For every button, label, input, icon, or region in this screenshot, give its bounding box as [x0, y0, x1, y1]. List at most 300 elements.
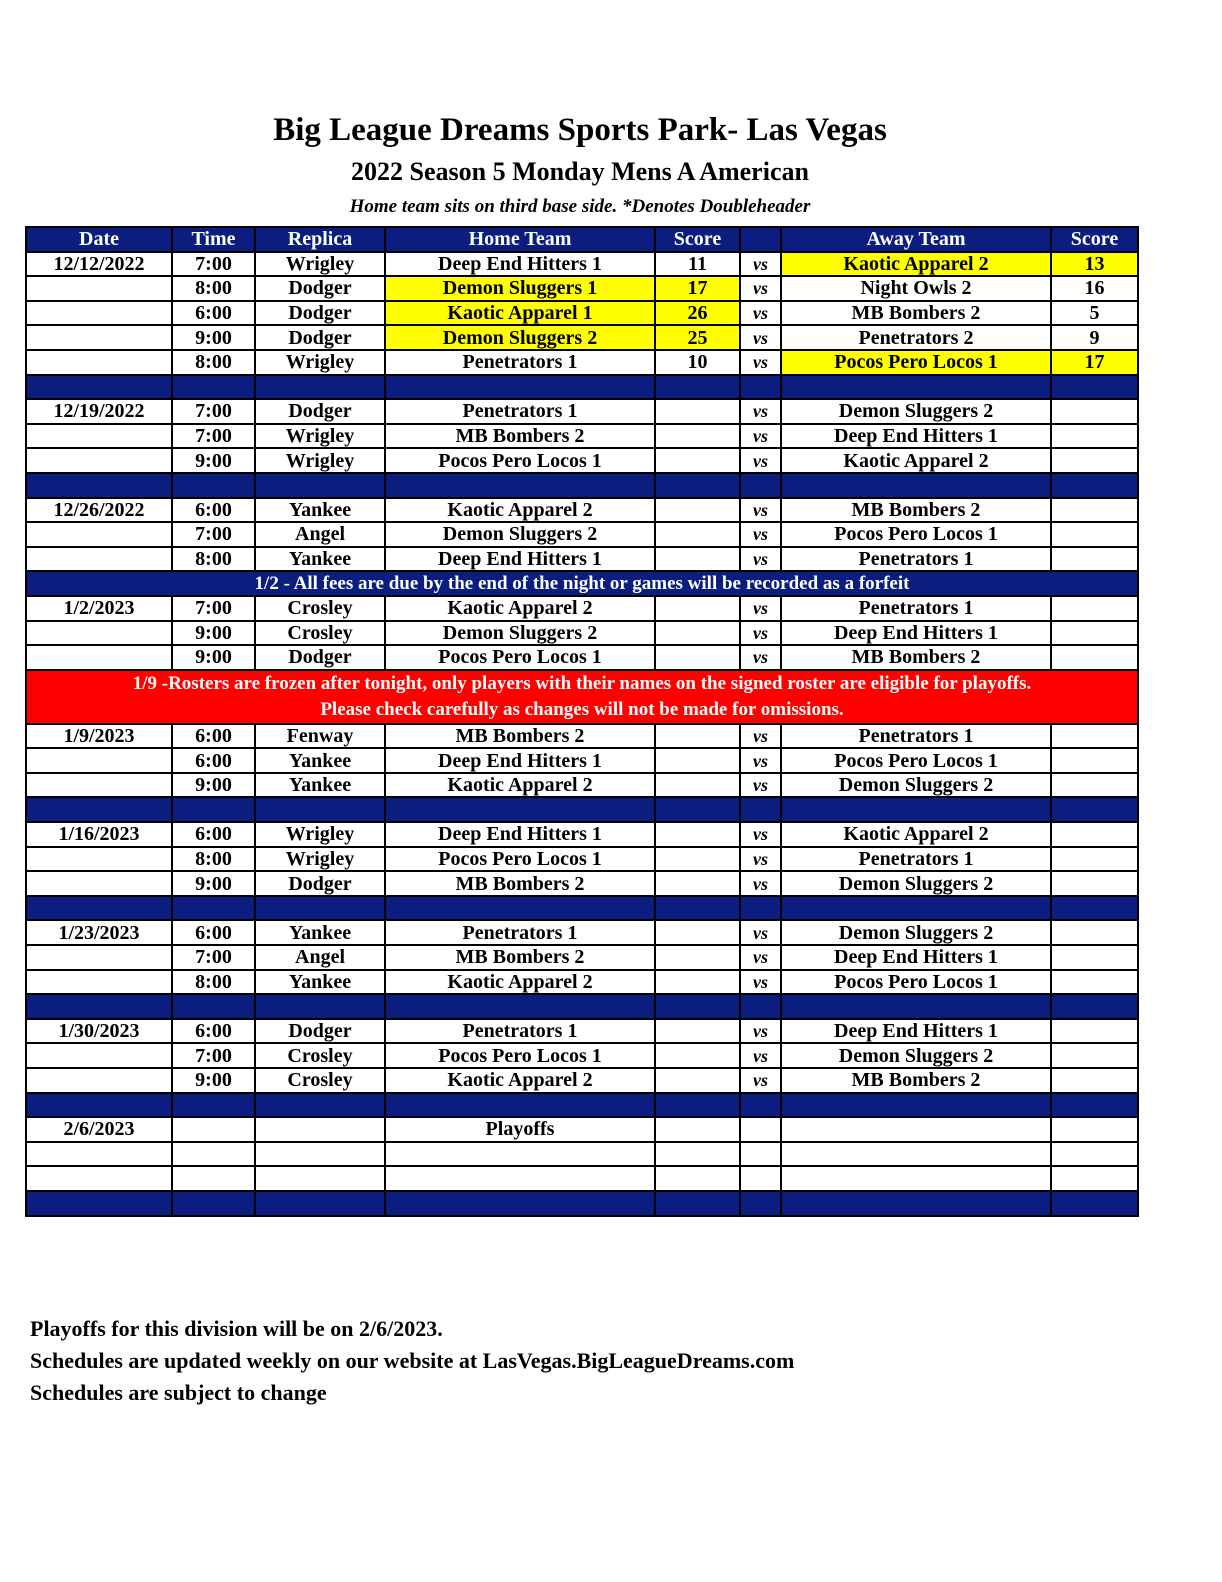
game-replica: Yankee — [255, 920, 385, 945]
game-row — [26, 970, 1138, 995]
away-score: 9 — [1051, 325, 1138, 350]
vs-label: vs — [740, 920, 781, 945]
home-team: MB Bombers 2 — [385, 871, 655, 896]
game-date — [26, 1043, 172, 1068]
home-team: Deep End Hitters 1 — [385, 252, 655, 277]
home-team: Penetrators 1 — [385, 399, 655, 424]
away-score — [1051, 1117, 1138, 1142]
game-date: 1/2/2023 — [26, 596, 172, 621]
home-score — [655, 645, 740, 670]
game-row — [26, 847, 1138, 872]
game-date — [26, 970, 172, 995]
game-replica: Wrigley — [255, 847, 385, 872]
game-replica: Crosley — [255, 1043, 385, 1068]
game-time: 9:00 — [172, 1068, 255, 1093]
home-score — [655, 847, 740, 872]
home-team: Kaotic Apparel 1 — [385, 301, 655, 326]
game-row — [26, 448, 1138, 473]
game-replica: Dodger — [255, 399, 385, 424]
game-row — [26, 920, 1138, 945]
away-team: MB Bombers 2 — [781, 1068, 1051, 1093]
home-score — [655, 399, 740, 424]
away-score: 13 — [1051, 252, 1138, 277]
away-score — [1051, 822, 1138, 847]
home-score: 17 — [655, 276, 740, 301]
away-score — [1051, 724, 1138, 749]
game-row — [26, 1117, 1138, 1142]
away-team: Pocos Pero Locos 1 — [781, 970, 1051, 995]
away-score: 17 — [1051, 350, 1138, 375]
vs-label: vs — [740, 301, 781, 326]
header-vs — [740, 227, 781, 252]
game-replica: Yankee — [255, 773, 385, 798]
home-score: 26 — [655, 301, 740, 326]
roster-alert-line: Please check carefully as changes will not be made for omissions. — [320, 698, 844, 720]
game-row — [26, 645, 1138, 670]
game-row — [26, 325, 1138, 350]
away-team — [781, 1166, 1051, 1191]
game-replica: Dodger — [255, 325, 385, 350]
schedule-table — [25, 226, 1139, 1217]
away-team: Pocos Pero Locos 1 — [781, 350, 1051, 375]
away-score — [1051, 970, 1138, 995]
away-score — [1051, 547, 1138, 572]
separator-cell — [26, 1191, 172, 1216]
fee-notice: 1/2 - All fees are due by the end of the night or games will be recorded as a forfeit — [26, 571, 1138, 596]
game-replica: Fenway — [255, 724, 385, 749]
game-replica: Yankee — [255, 748, 385, 773]
away-score — [1051, 621, 1138, 646]
away-team — [781, 1142, 1051, 1167]
separator-cell — [172, 994, 255, 1019]
away-score — [1051, 1166, 1138, 1191]
separator-cell — [255, 375, 385, 400]
home-team: Demon Sluggers 2 — [385, 325, 655, 350]
separator-cell — [781, 1093, 1051, 1118]
game-date — [26, 645, 172, 670]
game-row — [26, 945, 1138, 970]
game-time: 7:00 — [172, 399, 255, 424]
game-time: 8:00 — [172, 547, 255, 572]
footer-playoffs-note: Playoffs for this division will be on 2/6/2023. — [30, 1316, 443, 1341]
away-score — [1051, 1142, 1138, 1167]
away-score — [1051, 645, 1138, 670]
game-date: 12/12/2022 — [26, 252, 172, 277]
separator-cell — [740, 797, 781, 822]
vs-label — [740, 1142, 781, 1167]
vs-label: vs — [740, 773, 781, 798]
game-replica: Yankee — [255, 547, 385, 572]
game-time: 6:00 — [172, 498, 255, 523]
game-replica: Crosley — [255, 1068, 385, 1093]
vs-label: vs — [740, 945, 781, 970]
game-replica: Dodger — [255, 645, 385, 670]
separator-cell — [172, 1191, 255, 1216]
game-row — [26, 1019, 1138, 1044]
game-replica — [255, 1117, 385, 1142]
separator-cell — [172, 1093, 255, 1118]
alert-row — [26, 670, 1138, 724]
home-team: Kaotic Apparel 2 — [385, 1068, 655, 1093]
game-time: 6:00 — [172, 724, 255, 749]
game-row — [26, 522, 1138, 547]
separator-cell — [781, 1191, 1051, 1216]
separator-cell — [655, 473, 740, 498]
game-replica: Yankee — [255, 970, 385, 995]
home-score — [655, 945, 740, 970]
game-replica: Yankee — [255, 498, 385, 523]
vs-label: vs — [740, 822, 781, 847]
separator-cell — [172, 896, 255, 921]
vs-label: vs — [740, 498, 781, 523]
away-team: Deep End Hitters 1 — [781, 1019, 1051, 1044]
header-date: Date — [26, 227, 172, 252]
vs-label: vs — [740, 1068, 781, 1093]
game-time: 7:00 — [172, 252, 255, 277]
home-team: Kaotic Apparel 2 — [385, 970, 655, 995]
home-team: MB Bombers 2 — [385, 424, 655, 449]
home-team: Kaotic Apparel 2 — [385, 773, 655, 798]
home-score — [655, 1117, 740, 1142]
game-row — [26, 724, 1138, 749]
away-score — [1051, 596, 1138, 621]
separator-cell — [385, 896, 655, 921]
game-date: 1/23/2023 — [26, 920, 172, 945]
home-team — [385, 1142, 655, 1167]
separator-cell — [655, 896, 740, 921]
home-score — [655, 871, 740, 896]
away-score — [1051, 498, 1138, 523]
separator-cell — [781, 473, 1051, 498]
home-team — [385, 1166, 655, 1191]
away-team: Kaotic Apparel 2 — [781, 448, 1051, 473]
game-time: 6:00 — [172, 1019, 255, 1044]
game-row — [26, 301, 1138, 326]
home-score — [655, 547, 740, 572]
game-time: 6:00 — [172, 748, 255, 773]
home-team: Deep End Hitters 1 — [385, 547, 655, 572]
separator-cell — [1051, 1191, 1138, 1216]
home-score — [655, 1019, 740, 1044]
game-row — [26, 621, 1138, 646]
vs-label: vs — [740, 350, 781, 375]
away-team: Demon Sluggers 2 — [781, 399, 1051, 424]
separator-cell — [255, 994, 385, 1019]
separator-cell — [655, 375, 740, 400]
separator-cell — [385, 1093, 655, 1118]
separator-cell — [1051, 994, 1138, 1019]
home-score — [655, 596, 740, 621]
away-team: MB Bombers 2 — [781, 645, 1051, 670]
game-row — [26, 1068, 1138, 1093]
home-score — [655, 522, 740, 547]
game-date — [26, 350, 172, 375]
game-replica — [255, 1166, 385, 1191]
game-row — [26, 252, 1138, 277]
home-score: 25 — [655, 325, 740, 350]
game-time: 9:00 — [172, 871, 255, 896]
game-replica: Wrigley — [255, 252, 385, 277]
header-home-score: Score — [655, 227, 740, 252]
home-team: Demon Sluggers 1 — [385, 276, 655, 301]
header-replica: Replica — [255, 227, 385, 252]
separator-cell — [740, 994, 781, 1019]
home-score — [655, 1043, 740, 1068]
game-date — [26, 522, 172, 547]
home-score — [655, 621, 740, 646]
game-time: 9:00 — [172, 448, 255, 473]
away-team: Demon Sluggers 2 — [781, 920, 1051, 945]
away-team: Kaotic Apparel 2 — [781, 822, 1051, 847]
home-team: Penetrators 1 — [385, 1019, 655, 1044]
home-score — [655, 970, 740, 995]
header-away-team: Away Team — [781, 227, 1051, 252]
game-time: 6:00 — [172, 822, 255, 847]
vs-label: vs — [740, 871, 781, 896]
game-date — [26, 773, 172, 798]
notice-row — [26, 571, 1138, 596]
away-team — [781, 1117, 1051, 1142]
game-time: 6:00 — [172, 301, 255, 326]
home-score — [655, 724, 740, 749]
roster-alert — [26, 670, 1138, 724]
away-score — [1051, 1019, 1138, 1044]
separator-cell — [172, 375, 255, 400]
game-replica: Angel — [255, 522, 385, 547]
vs-label: vs — [740, 276, 781, 301]
game-row — [26, 547, 1138, 572]
game-date: 2/6/2023 — [26, 1117, 172, 1142]
vs-label: vs — [740, 847, 781, 872]
separator-cell — [255, 896, 385, 921]
game-row — [26, 1142, 1138, 1167]
vs-label — [740, 1117, 781, 1142]
separator-cell — [1051, 473, 1138, 498]
game-time: 7:00 — [172, 424, 255, 449]
away-score — [1051, 399, 1138, 424]
home-team: Deep End Hitters 1 — [385, 748, 655, 773]
game-time — [172, 1142, 255, 1167]
away-team: Demon Sluggers 2 — [781, 871, 1051, 896]
away-score — [1051, 871, 1138, 896]
game-time: 9:00 — [172, 773, 255, 798]
separator-cell — [740, 1093, 781, 1118]
game-time: 9:00 — [172, 621, 255, 646]
game-date — [26, 748, 172, 773]
game-replica: Dodger — [255, 1019, 385, 1044]
away-score — [1051, 945, 1138, 970]
away-team: Pocos Pero Locos 1 — [781, 522, 1051, 547]
away-team: Deep End Hitters 1 — [781, 945, 1051, 970]
game-replica: Angel — [255, 945, 385, 970]
game-date: 1/9/2023 — [26, 724, 172, 749]
game-date — [26, 945, 172, 970]
separator-cell — [255, 797, 385, 822]
home-team: Pocos Pero Locos 1 — [385, 1043, 655, 1068]
separator-row — [26, 797, 1138, 822]
away-team: MB Bombers 2 — [781, 498, 1051, 523]
home-score — [655, 1068, 740, 1093]
header-home-team: Home Team — [385, 227, 655, 252]
separator-cell — [172, 473, 255, 498]
game-date — [26, 1068, 172, 1093]
game-row — [26, 596, 1138, 621]
game-time — [172, 1166, 255, 1191]
vs-label: vs — [740, 252, 781, 277]
vs-label: vs — [740, 621, 781, 646]
game-row — [26, 1166, 1138, 1191]
separator-cell — [385, 797, 655, 822]
separator-row — [26, 1191, 1138, 1216]
separator-cell — [781, 896, 1051, 921]
separator-cell — [255, 1093, 385, 1118]
separator-cell — [26, 473, 172, 498]
away-team: Penetrators 1 — [781, 547, 1051, 572]
game-date: 1/30/2023 — [26, 1019, 172, 1044]
game-replica: Crosley — [255, 621, 385, 646]
game-replica: Dodger — [255, 871, 385, 896]
separator-cell — [655, 1191, 740, 1216]
home-score: 11 — [655, 252, 740, 277]
game-time: 9:00 — [172, 645, 255, 670]
game-row — [26, 773, 1138, 798]
footer-change-note: Schedules are subject to change — [30, 1380, 327, 1405]
separator-row — [26, 375, 1138, 400]
game-date: 1/16/2023 — [26, 822, 172, 847]
game-time: 7:00 — [172, 945, 255, 970]
home-team: Penetrators 1 — [385, 350, 655, 375]
game-replica: Dodger — [255, 301, 385, 326]
separator-row — [26, 896, 1138, 921]
vs-label: vs — [740, 522, 781, 547]
home-score: 10 — [655, 350, 740, 375]
game-replica: Wrigley — [255, 424, 385, 449]
vs-label: vs — [740, 448, 781, 473]
home-score — [655, 498, 740, 523]
game-row — [26, 871, 1138, 896]
game-time: 8:00 — [172, 276, 255, 301]
home-team: Deep End Hitters 1 — [385, 822, 655, 847]
roster-alert-line: 1/9 -Rosters are frozen after tonight, only players with their names on the signed roster are eligible for playoffs. — [132, 672, 1032, 694]
home-team: Pocos Pero Locos 1 — [385, 448, 655, 473]
vs-label: vs — [740, 645, 781, 670]
vs-label: vs — [740, 596, 781, 621]
game-time: 8:00 — [172, 847, 255, 872]
home-score — [655, 773, 740, 798]
separator-cell — [740, 896, 781, 921]
separator-cell — [655, 797, 740, 822]
game-date: 12/19/2022 — [26, 399, 172, 424]
game-date — [26, 301, 172, 326]
away-team: Penetrators 1 — [781, 596, 1051, 621]
home-team: Pocos Pero Locos 1 — [385, 847, 655, 872]
away-team: Deep End Hitters 1 — [781, 424, 1051, 449]
home-score — [655, 1142, 740, 1167]
game-time: 7:00 — [172, 522, 255, 547]
game-date — [26, 1166, 172, 1191]
home-score — [655, 748, 740, 773]
home-team: Playoffs — [385, 1117, 655, 1142]
separator-cell — [1051, 1093, 1138, 1118]
separator-row — [26, 994, 1138, 1019]
home-team: Penetrators 1 — [385, 920, 655, 945]
separator-row — [26, 1093, 1138, 1118]
game-date — [26, 547, 172, 572]
separator-row — [26, 473, 1138, 498]
game-row — [26, 424, 1138, 449]
game-time: 8:00 — [172, 970, 255, 995]
separator-cell — [1051, 375, 1138, 400]
game-time: 7:00 — [172, 596, 255, 621]
page-title: Big League Dreams Sports Park- Las Vegas — [273, 112, 887, 148]
home-score — [655, 448, 740, 473]
separator-cell — [26, 896, 172, 921]
game-date — [26, 847, 172, 872]
home-team: Kaotic Apparel 2 — [385, 596, 655, 621]
away-team: Night Owls 2 — [781, 276, 1051, 301]
separator-cell — [655, 1093, 740, 1118]
game-time: 7:00 — [172, 1043, 255, 1068]
away-team: Pocos Pero Locos 1 — [781, 748, 1051, 773]
game-date — [26, 276, 172, 301]
vs-label — [740, 1166, 781, 1191]
away-team: Penetrators 1 — [781, 847, 1051, 872]
separator-cell — [385, 994, 655, 1019]
vs-label: vs — [740, 970, 781, 995]
game-row — [26, 498, 1138, 523]
home-team: MB Bombers 2 — [385, 945, 655, 970]
game-date — [26, 1142, 172, 1167]
home-score — [655, 822, 740, 847]
separator-cell — [781, 375, 1051, 400]
away-score — [1051, 1043, 1138, 1068]
away-team: MB Bombers 2 — [781, 301, 1051, 326]
away-score — [1051, 1068, 1138, 1093]
header-time: Time — [172, 227, 255, 252]
game-time: 6:00 — [172, 920, 255, 945]
game-date — [26, 448, 172, 473]
separator-cell — [26, 797, 172, 822]
game-date — [26, 424, 172, 449]
table-header-row — [26, 227, 1138, 252]
game-time: 9:00 — [172, 325, 255, 350]
separator-cell — [1051, 797, 1138, 822]
game-row — [26, 276, 1138, 301]
game-replica — [255, 1142, 385, 1167]
away-score — [1051, 424, 1138, 449]
page-subtitle: 2022 Season 5 Monday Mens A American — [351, 157, 809, 186]
game-date — [26, 621, 172, 646]
separator-cell — [781, 797, 1051, 822]
game-row — [26, 350, 1138, 375]
away-team: Demon Sluggers 2 — [781, 1043, 1051, 1068]
game-row — [26, 1043, 1138, 1068]
away-team: Demon Sluggers 2 — [781, 773, 1051, 798]
game-date — [26, 871, 172, 896]
game-replica: Crosley — [255, 596, 385, 621]
away-score: 16 — [1051, 276, 1138, 301]
game-row — [26, 748, 1138, 773]
game-row — [26, 399, 1138, 424]
separator-cell — [740, 1191, 781, 1216]
separator-cell — [255, 1191, 385, 1216]
separator-cell — [255, 473, 385, 498]
game-replica: Wrigley — [255, 822, 385, 847]
separator-cell — [740, 375, 781, 400]
game-date — [26, 325, 172, 350]
home-team: MB Bombers 2 — [385, 724, 655, 749]
header-away-score: Score — [1051, 227, 1138, 252]
